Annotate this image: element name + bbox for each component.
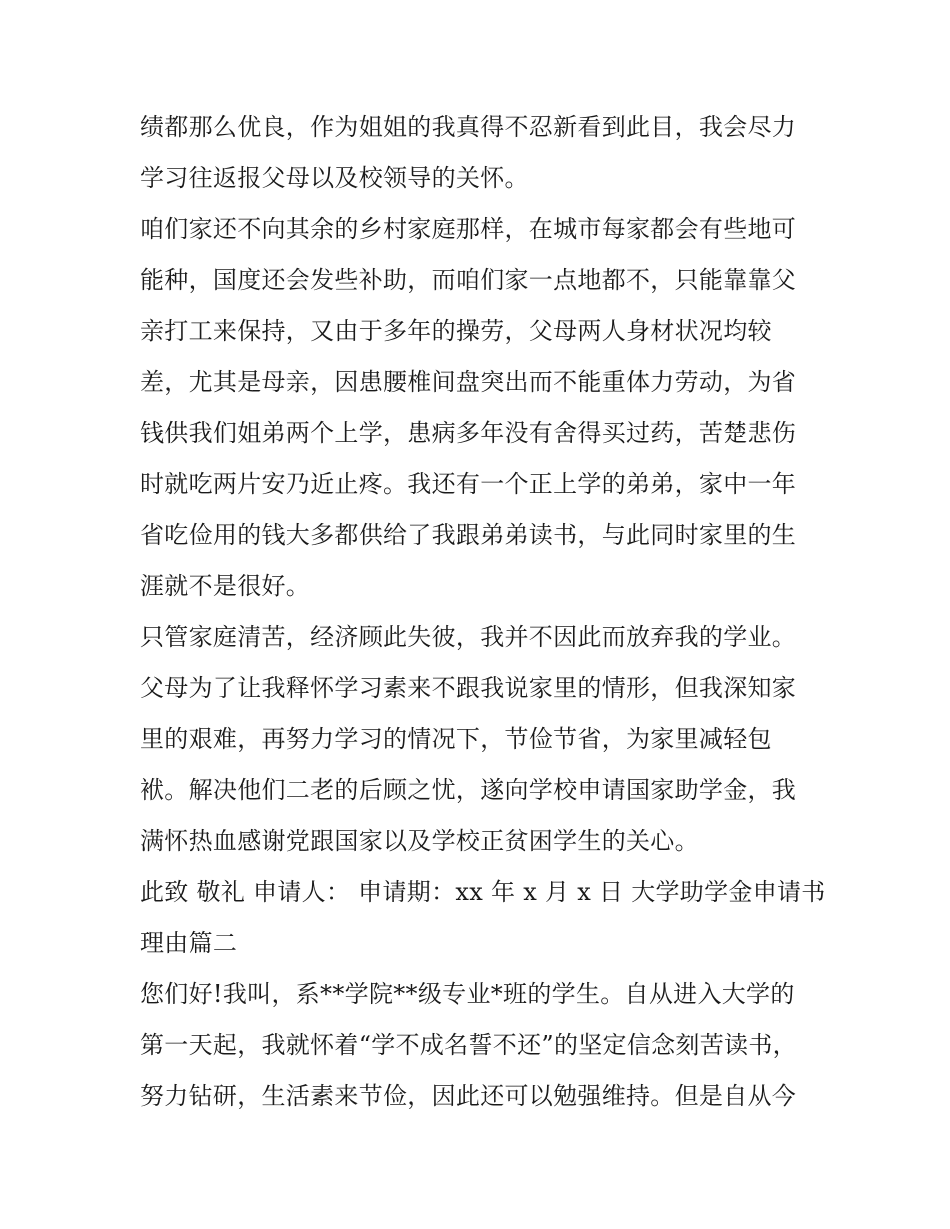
text-line: 满怀热血感谢党跟国家以及学校正贫困学生的关心。	[140, 827, 699, 855]
text-line: 差，尤其是母亲，因患腰椎间盘突出而不能重体力劳动，为省	[140, 368, 797, 396]
text-line: 咱们家还不向其余的乡村家庭那样，在城市每家都会有些地可	[140, 215, 797, 243]
document-body	[140, 102, 830, 1122]
text-line: 袱。解决他们二老的后顾之忧，遂向学校申请国家助学金，我	[140, 776, 797, 804]
text-line: 父母为了让我释怀学习素来不跟我说家里的情形，但我深知家	[140, 674, 797, 702]
text-line: 学习往返报父母以及校领导的关怀。	[140, 164, 529, 192]
text-line: 涯就不是很好。	[140, 572, 311, 600]
text-line: 努力钻研，生活素来节俭，因此还可以勉强维持。但是自从今	[140, 1082, 797, 1110]
text-line: 第一天起，我就怀着“学不成名誓不还”的坚定信念刻苦读书，	[140, 1031, 797, 1059]
text-line: 时就吃两片安乃近止疼。我还有一个正上学的弟弟，家中一年	[140, 470, 797, 498]
text-line: 省吃俭用的钱大多都供给了我跟弟弟读书，与此同时家里的生	[140, 521, 797, 549]
text-line: 能种，国度还会发些补助，而咱们家一点地都不，只能靠靠父	[140, 266, 797, 294]
text-line: 绩都那么优良，作为姐姐的我真得不忍新看到此目，我会尽力	[140, 113, 797, 141]
text-line: 此致 敬礼 申请人： 申请期：xx 年 x 月 x 日 大学助学金申请书	[140, 878, 826, 906]
text-line: 理由篇二	[140, 929, 238, 957]
text-line: 钱供我们姐弟两个上学，患病多年没有舍得买过药，苦楚悲伤	[140, 419, 797, 447]
text-line: 里的艰难，再努力学习的情况下，节俭节省，为家里减轻包	[140, 725, 772, 753]
text-line: 只管家庭清苦，经济顾此失彼，我并不因此而放弃我的学业。	[140, 623, 797, 651]
text-line: 亲打工来保持，又由于多年的操劳，父母两人身材状况均较	[140, 317, 772, 345]
text-line: 您们好!我叫，系**学院**级专业*班的学生。自从进入大学的	[140, 980, 795, 1008]
